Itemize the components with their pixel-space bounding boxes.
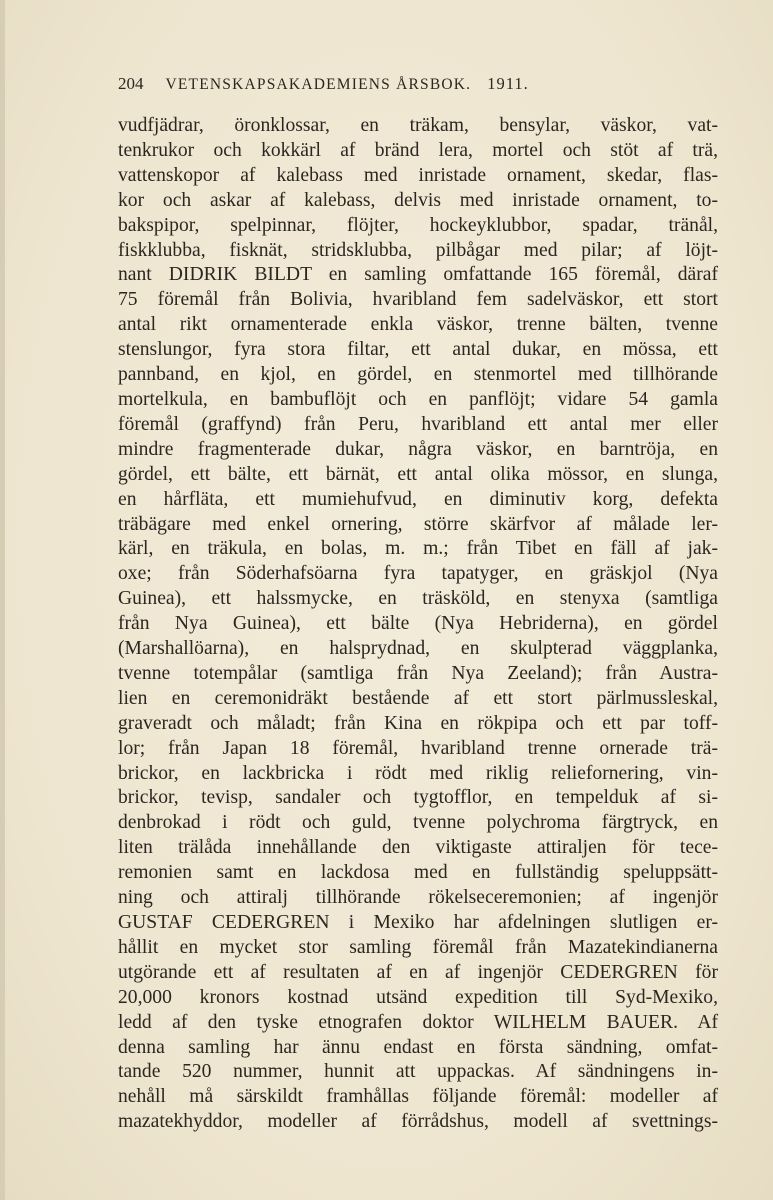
text-line: brickor, en lackbricka i rödt med riklig reliefornering, vin- <box>118 762 718 784</box>
text-line: oxe; från Söderhafsöarna fyra tapatyger, en gräskjol (Nya <box>118 563 718 585</box>
text-line: graveradt och måladt; från Kina en rökpipa och ett par toff- <box>118 712 718 734</box>
text-line: pannband, en kjol, en gördel, en stenmortel med tillhörande <box>118 364 718 386</box>
body-text <box>118 114 718 1135</box>
text-line: mazatekhyddor, modeller af förrådshus, modell af svettnings- <box>118 1111 718 1133</box>
text-line: hållit en mycket stor samling föremål från Mazatekindianerna <box>118 936 718 958</box>
text-line: tvenne totempålar (samtliga från Nya Zeeland); från Austra- <box>118 662 718 684</box>
text-line: mortelkula, en bambuflöjt och en panflöjt; vidare 54 gamla <box>118 388 718 410</box>
text-line: lien en ceremonidräkt bestående af ett stort pärlmussleskal, <box>118 687 718 709</box>
text-line: liten trälåda innehållande den viktigaste attiraljen för tece- <box>118 837 718 859</box>
text-line: remonien samt en lackdosa med en fullständig speluppsätt- <box>118 862 718 884</box>
page-number: 204 <box>118 74 144 93</box>
text-line: 20,000 kronors kostnad utsänd expedition till Syd-Mexiko, <box>118 986 718 1008</box>
text-line: antal rikt ornamenterade enkla väskor, trenne bälten, tvenne <box>118 314 718 336</box>
text-line: kärl, en träkula, en bolas, m. m.; från Tibet en fäll af jak- <box>118 538 718 560</box>
running-header <box>118 74 618 94</box>
text-line: träbägare med enkel ornering, större skärfvor af målade ler- <box>118 513 718 535</box>
text-line: lor; från Japan 18 föremål, hvaribland trenne ornerade trä- <box>118 737 718 759</box>
text-line: 75 föremål från Bolivia, hvaribland fem sadelväskor, ett stort <box>118 289 718 311</box>
text-line: ledd af den tyske etnografen doktor WILHELM BAUER. Af <box>118 1011 718 1033</box>
text-line: en hårfläta, ett mumiehufvud, en diminutiv korg, defekta <box>118 488 718 510</box>
text-line: Guinea), ett halssmycke, en träsköld, en stenyxa (samtliga <box>118 588 718 610</box>
text-line: vattenskopor af kalebass med inristade ornament, skedar, flas- <box>118 164 718 186</box>
text-line: brickor, tevisp, sandaler och tygtofflor, en tempelduk af si- <box>118 787 718 809</box>
running-title: VETENSKAPSAKADEMIENS ÅRSBOK. <box>165 76 472 93</box>
text-line: tande 520 nummer, hunnit att uppackas. Af sändningens in- <box>118 1061 718 1083</box>
header-year: 1911. <box>487 74 529 93</box>
text-line: föremål (graffynd) från Peru, hvaribland ett antal mer eller <box>118 413 718 435</box>
text-line: GUSTAF CEDERGREN i Mexiko har afdelningen slutligen er- <box>118 912 718 933</box>
text-line: fiskklubba, fisknät, stridsklubba, pilbågar med pilar; af löjt- <box>118 239 718 261</box>
text-line: från Nya Guinea), ett bälte (Nya Hebriderna), en gördel <box>118 613 718 635</box>
text-line: utgörande ett af resultaten af en af ingenjör CEDERGREN för <box>118 961 718 983</box>
text-line: (Marshallöarna), en halsprydnad, en skulpterad väggplanka, <box>118 638 718 660</box>
text-line: nant DIDRIK BILDT en samling omfattande 165 föremål, däraf <box>118 264 718 286</box>
page-edge <box>0 0 5 1200</box>
text-line: ning och attiralj tillhörande rökelseceremonien; af ingenjör <box>118 887 718 909</box>
text-line: vudfjädrar, öronklossar, en träkam, bensylar, väskor, vat- <box>118 115 718 136</box>
text-line: kor och askar af kalebass, delvis med inristade ornament, to- <box>118 189 718 211</box>
text-line: bakspipor, spelpinnar, flöjter, hockeyklubbor, spadar, tränål, <box>118 214 718 236</box>
text-line: tenkrukor och kokkärl af bränd lera, mortel och stöt af trä, <box>118 139 718 161</box>
text-line: nehåll må särskildt framhållas följande föremål: modeller af <box>118 1086 718 1108</box>
text-line: denbrokad i rödt och guld, tvenne polychroma färgtryck, en <box>118 812 718 834</box>
text-line: gördel, ett bälte, ett bärnät, ett antal olika mössor, en slunga, <box>118 463 718 485</box>
text-line: stenslungor, fyra stora filtar, ett antal dukar, en mössa, ett <box>118 339 718 361</box>
text-line: mindre fragmenterade dukar, några väskor, en barntröja, en <box>118 438 718 460</box>
text-line: denna samling har ännu endast en första sändning, omfat- <box>118 1036 718 1058</box>
